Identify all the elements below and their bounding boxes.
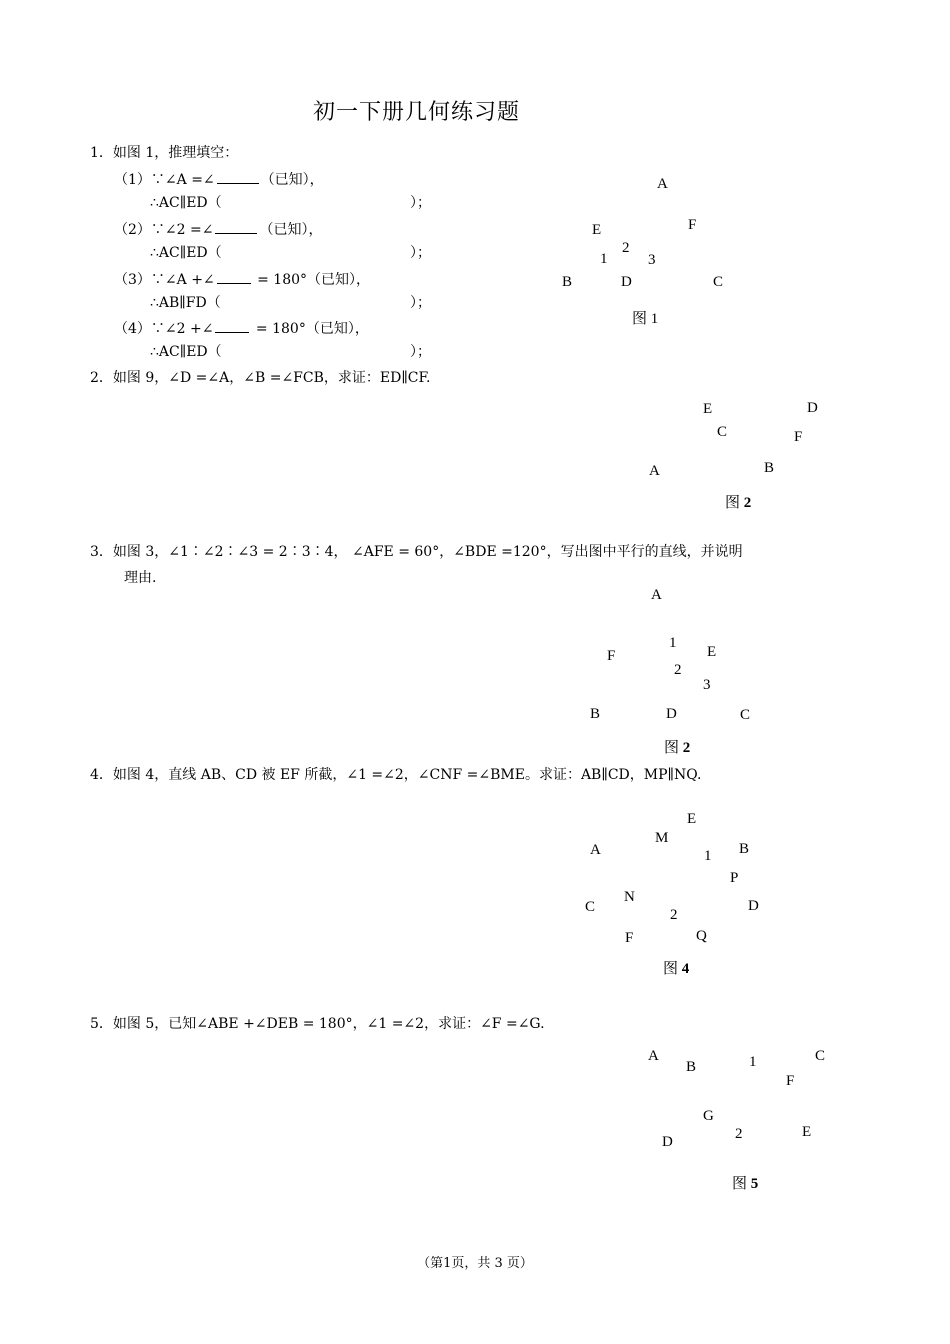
question-2: 2．如图 9，∠D =∠A，∠B =∠FCB，求证：ED∥CF. [90,370,431,386]
answer-blank[interactable] [217,270,251,284]
fig3-caption: 图 2 [664,740,691,756]
fig3-label-A: A [651,587,662,603]
question-3-line1: 3．如图 3，∠1∶∠2∶∠3 = 2∶3∶4， ∠AFE = 60°，∠BDE =120°，写出图中平行的直线，并说明 [90,544,743,560]
fig4-label-A: A [590,842,601,858]
fig4-label-1: 1 [704,848,712,864]
fig5-label-D: D [662,1134,673,1150]
fig4-label-F: F [625,930,634,946]
q1-part2-premise: （2）∵∠2 =∠ （已知）， [114,222,323,238]
answer-blank[interactable] [215,319,249,333]
fig4-caption: 图 4 [663,961,690,977]
q1-part1-close: ）； [410,195,431,211]
fig3-label-C: C [740,707,751,723]
fig2-caption: 图 2 [725,495,752,511]
fig5-caption: 图 5 [732,1176,759,1192]
answer-blank[interactable] [217,170,259,184]
fig5-label-G: G [703,1108,714,1124]
fig4-label-E: E [687,811,697,827]
fig1-label-3: 3 [648,252,656,268]
fig5-label-2: 2 [735,1126,743,1142]
answer-blank[interactable] [215,220,257,234]
fig4-label-Q: Q [696,928,707,944]
fig4-label-M: M [655,830,669,846]
fig3-label-F: F [607,648,616,664]
fig1-label-B: B [562,274,573,290]
fig1-label-1: 1 [600,251,608,267]
fig3-label-2: 2 [674,662,682,678]
fig5-label-A: A [648,1048,659,1064]
q1-part2-conclusion: ∴AC∥ED（ [150,245,222,261]
fig5-label-F: F [786,1073,795,1089]
q1-part4-close: ）； [410,344,431,360]
fig1-label-E: E [592,222,602,238]
q1-part2-close: ）； [410,245,431,261]
fig5-label-C: C [815,1048,826,1064]
fig2-label-C: C [717,424,728,440]
fig1-label-A: A [657,176,668,192]
fig2-label-A: A [649,463,660,479]
fig3-label-B: B [590,706,601,722]
fig1-label-D: D [621,274,632,290]
fig4-label-C: C [585,899,596,915]
q1-part3-premise: （3）∵∠A +∠ = 180°（已知）， [114,272,371,288]
fig3-label-3: 3 [703,677,711,693]
fig3-label-1: 1 [669,635,677,651]
fig5-label-1: 1 [749,1054,757,1070]
fig1-label-F: F [688,217,697,233]
fig4-label-D: D [748,898,759,914]
q1-part1-conclusion: ∴AC∥ED（ [150,195,222,211]
q1-part3-conclusion: ∴AB∥FD（ [150,295,221,311]
q1-part1-premise: （1）∵∠A =∠ （已知）， [114,172,324,188]
fig5-label-B: B [686,1059,697,1075]
fig4-label-B: B [739,841,750,857]
fig3-label-D: D [666,706,677,722]
fig3-label-E: E [707,644,717,660]
fig4-label-P: P [730,870,739,886]
page-title: 初一下册几何练习题 [313,100,521,125]
question-4: 4．如图 4，直线 AB、CD 被 EF 所截，∠1 =∠2，∠CNF =∠BME。求证：AB∥CD，MP∥NQ. [90,767,702,783]
fig1-label-C: C [713,274,724,290]
fig4-label-2: 2 [670,907,678,923]
page-footer: （第1页，共 3 页） [417,1256,533,1271]
fig1-caption: 图 1 [632,311,659,327]
q1-part3-close: ）； [410,295,431,311]
fig5-label-E: E [802,1124,812,1140]
question-5: 5．如图 5，已知∠ABE +∠DEB = 180°，∠1 =∠2，求证：∠F =∠G. [90,1016,545,1032]
fig2-label-F: F [794,429,803,445]
q1-part4-conclusion: ∴AC∥ED（ [150,344,222,360]
fig4-label-N: N [624,889,635,905]
q1-part4-premise: （4）∵∠2 +∠ = 180°（已知）， [114,321,369,337]
question-1-stem: 1．如图 1，推理填空： [90,145,239,161]
fig2-label-B: B [764,460,775,476]
fig2-label-E: E [703,401,713,417]
question-3-line2: 理由. [124,570,157,586]
fig1-label-2: 2 [622,240,630,256]
fig2-label-D: D [807,400,818,416]
